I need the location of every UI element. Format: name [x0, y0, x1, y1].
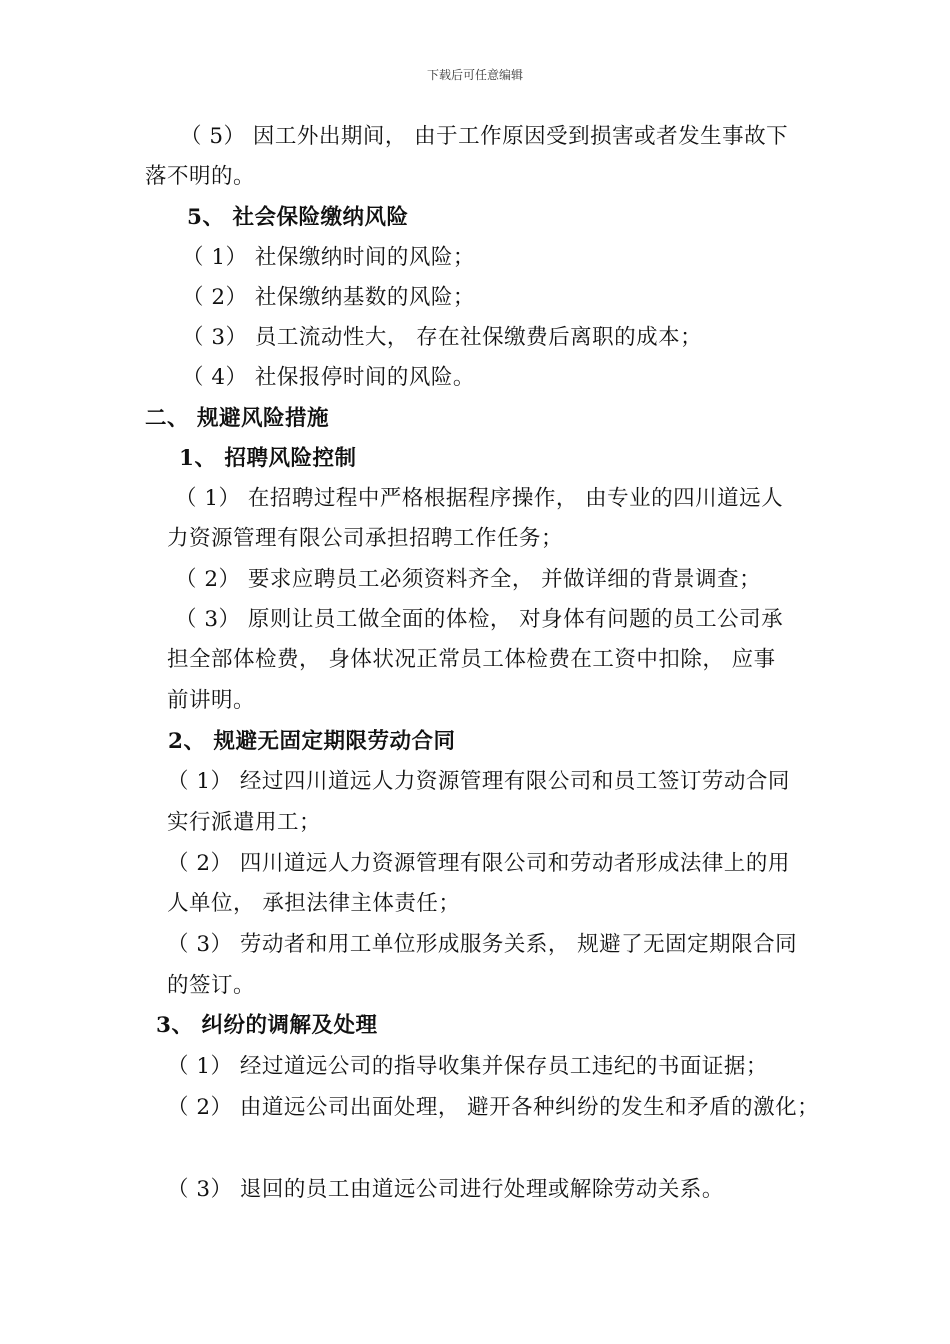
item-5-line-1: （ 5） 因工外出期间， 由于工作原因受到损害或者发生事故下: [180, 124, 789, 149]
dispute-item-3: （ 3） 退回的员工由道远公司进行处理或解除劳动关系。: [167, 1177, 724, 1202]
recruitment-item-3-line-2: 担全部体检费， 身体状况正常员工体检费在工资中扣除， 应事: [167, 647, 776, 672]
recruitment-item-2: （ 2） 要求应聘员工必须资料齐全， 并做详细的背景调查；: [175, 567, 762, 592]
contract-item-2-line-2: 人单位， 承担法律主体责任；: [167, 891, 461, 916]
header-watermark: 下载后可任意编辑: [426, 68, 523, 82]
contract-item-1-line-1: （ 1） 经过四川道远人力资源管理有限公司和员工签订劳动合同: [167, 769, 790, 794]
dispute-item-2: （ 2） 由道远公司出面处理， 避开各种纠纷的发生和矛盾的激化；: [167, 1095, 820, 1120]
contract-item-1-line-2: 实行派遣用工；: [167, 810, 322, 835]
contract-item-2-line-1: （ 2） 四川道远人力资源管理有限公司和劳动者形成法律上的用: [167, 851, 790, 876]
recruitment-item-3-line-1: （ 3） 原则让员工做全面的体检， 对身体有问题的员工公司承: [175, 607, 784, 632]
item-5-line-2: 落不明的。: [145, 164, 256, 189]
social-insurance-item-3: （ 3） 员工流动性大， 存在社保缴费后离职的成本；: [182, 325, 703, 350]
section-heading-contract: 2、 规避无固定期限劳动合同: [168, 729, 456, 754]
recruitment-item-1-line-1: （ 1） 在招聘过程中严格根据程序操作， 由专业的四川道远人: [175, 486, 784, 511]
section-heading-social-insurance: 5、 社会保险缴纳风险: [187, 205, 409, 230]
section-heading-recruitment: 1、 招聘风险控制: [179, 446, 357, 471]
contract-item-3-line-1: （ 3） 劳动者和用工单位形成服务关系， 规避了无固定期限合同: [167, 932, 798, 957]
section-heading-dispute: 3、 纠纷的调解及处理: [156, 1013, 378, 1038]
social-insurance-item-4: （ 4） 社保报停时间的风险。: [182, 365, 475, 390]
recruitment-item-1-line-2: 力资源管理有限公司承担招聘工作任务；: [167, 526, 564, 551]
contract-item-3-line-2: 的签订。: [167, 973, 256, 998]
recruitment-item-3-line-3: 前讲明。: [167, 688, 256, 713]
dispute-item-1: （ 1） 经过道远公司的指导收集并保存员工违纪的书面证据；: [167, 1054, 768, 1079]
social-insurance-item-2: （ 2） 社保缴纳基数的风险；: [182, 285, 475, 310]
social-insurance-item-1: （ 1） 社保缴纳时间的风险；: [182, 245, 475, 270]
chapter-heading-risk-avoidance: 二、 规避风险措施: [145, 406, 329, 431]
